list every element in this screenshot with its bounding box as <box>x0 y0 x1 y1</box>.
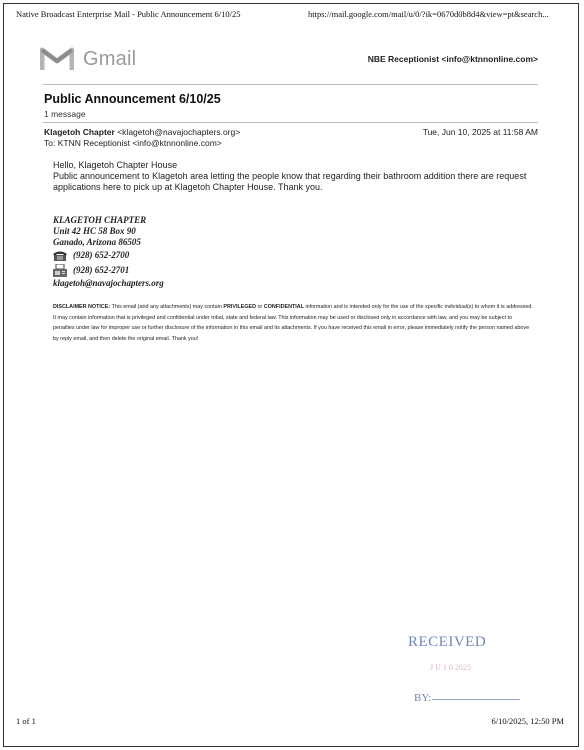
fax-machine-icon <box>53 264 67 278</box>
disclaimer-privileged: PRIVILEGED <box>223 304 257 310</box>
announcement-text: Public announcement to Klagetoh area letting the people know that regarding their bathroom addition there are request applications here to pick up at Klagetoh Chapter House. Thank you. <box>53 171 527 192</box>
disclaimer-text-1: This email (and any attachments) may contain <box>110 304 224 310</box>
signature-block <box>53 215 164 289</box>
signature-org: KLAGETOH CHAPTER <box>53 215 147 225</box>
disclaimer-label: DISCLAIMER NOTICE: <box>53 304 111 310</box>
account-label: NBE Receptionist <info@ktnnonline.com> <box>367 54 538 64</box>
recipient-row: To: KTNN Receptionist <info@ktnnonline.com> <box>44 138 222 148</box>
page-border <box>3 3 579 747</box>
received-stamp-by: BY: <box>414 692 432 704</box>
signature-phone: (928) 652-2700 <box>73 250 130 260</box>
disclaimer-or: or <box>256 304 264 310</box>
sender-name: Klagetoh Chapter <box>44 127 115 137</box>
thread-subject: Public Announcement 6/10/25 <box>44 92 221 106</box>
divider <box>43 122 538 123</box>
sender-row <box>44 127 538 137</box>
print-title: Native Broadcast Enterprise Mail - Public Announcement 6/10/25 <box>16 9 241 19</box>
message-count: 1 message <box>44 109 86 119</box>
received-stamp: RECEIVED <box>408 634 487 650</box>
signature-address-2: Ganado, Arizona 86505 <box>53 237 141 247</box>
telephone-icon <box>53 250 67 262</box>
message-body <box>53 160 533 193</box>
signature-email[interactable]: klagetoh@navajochapters.org <box>53 278 164 288</box>
message-date: Tue, Jun 10, 2025 at 11:58 AM <box>422 127 538 137</box>
phone-row <box>53 248 164 263</box>
disclaimer-notice <box>53 302 533 344</box>
disclaimer-text-2: information and is intended only for the use of the specific individual(s) to whom it is addressed. It may contain information that is privileged and confidential under tribal, state and federal law. This information may be used or disclosed only in accordance with law, and you may be subject to penalties under law for improper use or further disclosure of the information in this email and its attachments. If you have received this email in error, please immediately notify the person named above by reply email, and then delete the original email. Thank you! <box>53 304 533 342</box>
divider <box>43 84 538 85</box>
signature-fax: (928) 652-2701 <box>73 265 130 275</box>
signature-address-1: Unit 42 HC 58 Box 90 <box>53 226 136 236</box>
received-stamp-date: J U 1 0 2025 <box>430 663 471 672</box>
gmail-m-icon <box>40 46 74 72</box>
disclaimer-confidential: CONFIDENTIAL <box>263 304 304 310</box>
print-timestamp: 6/10/2025, 12:50 PM <box>491 716 564 726</box>
logo-row <box>40 46 538 76</box>
greeting: Hello, Klagetoh Chapter House <box>53 160 178 170</box>
page-number: 1 of 1 <box>16 716 36 726</box>
received-stamp-line <box>432 699 520 700</box>
gmail-logo <box>40 46 136 72</box>
fax-row <box>53 263 164 278</box>
gmail-wordmark: Gmail <box>83 47 137 70</box>
sender-email: <klagetoh@navajochapters.org> <box>117 127 241 137</box>
print-url: https://mail.google.com/mail/u/0/?ik=0670d0b8d4&view=pt&search... <box>308 9 549 19</box>
